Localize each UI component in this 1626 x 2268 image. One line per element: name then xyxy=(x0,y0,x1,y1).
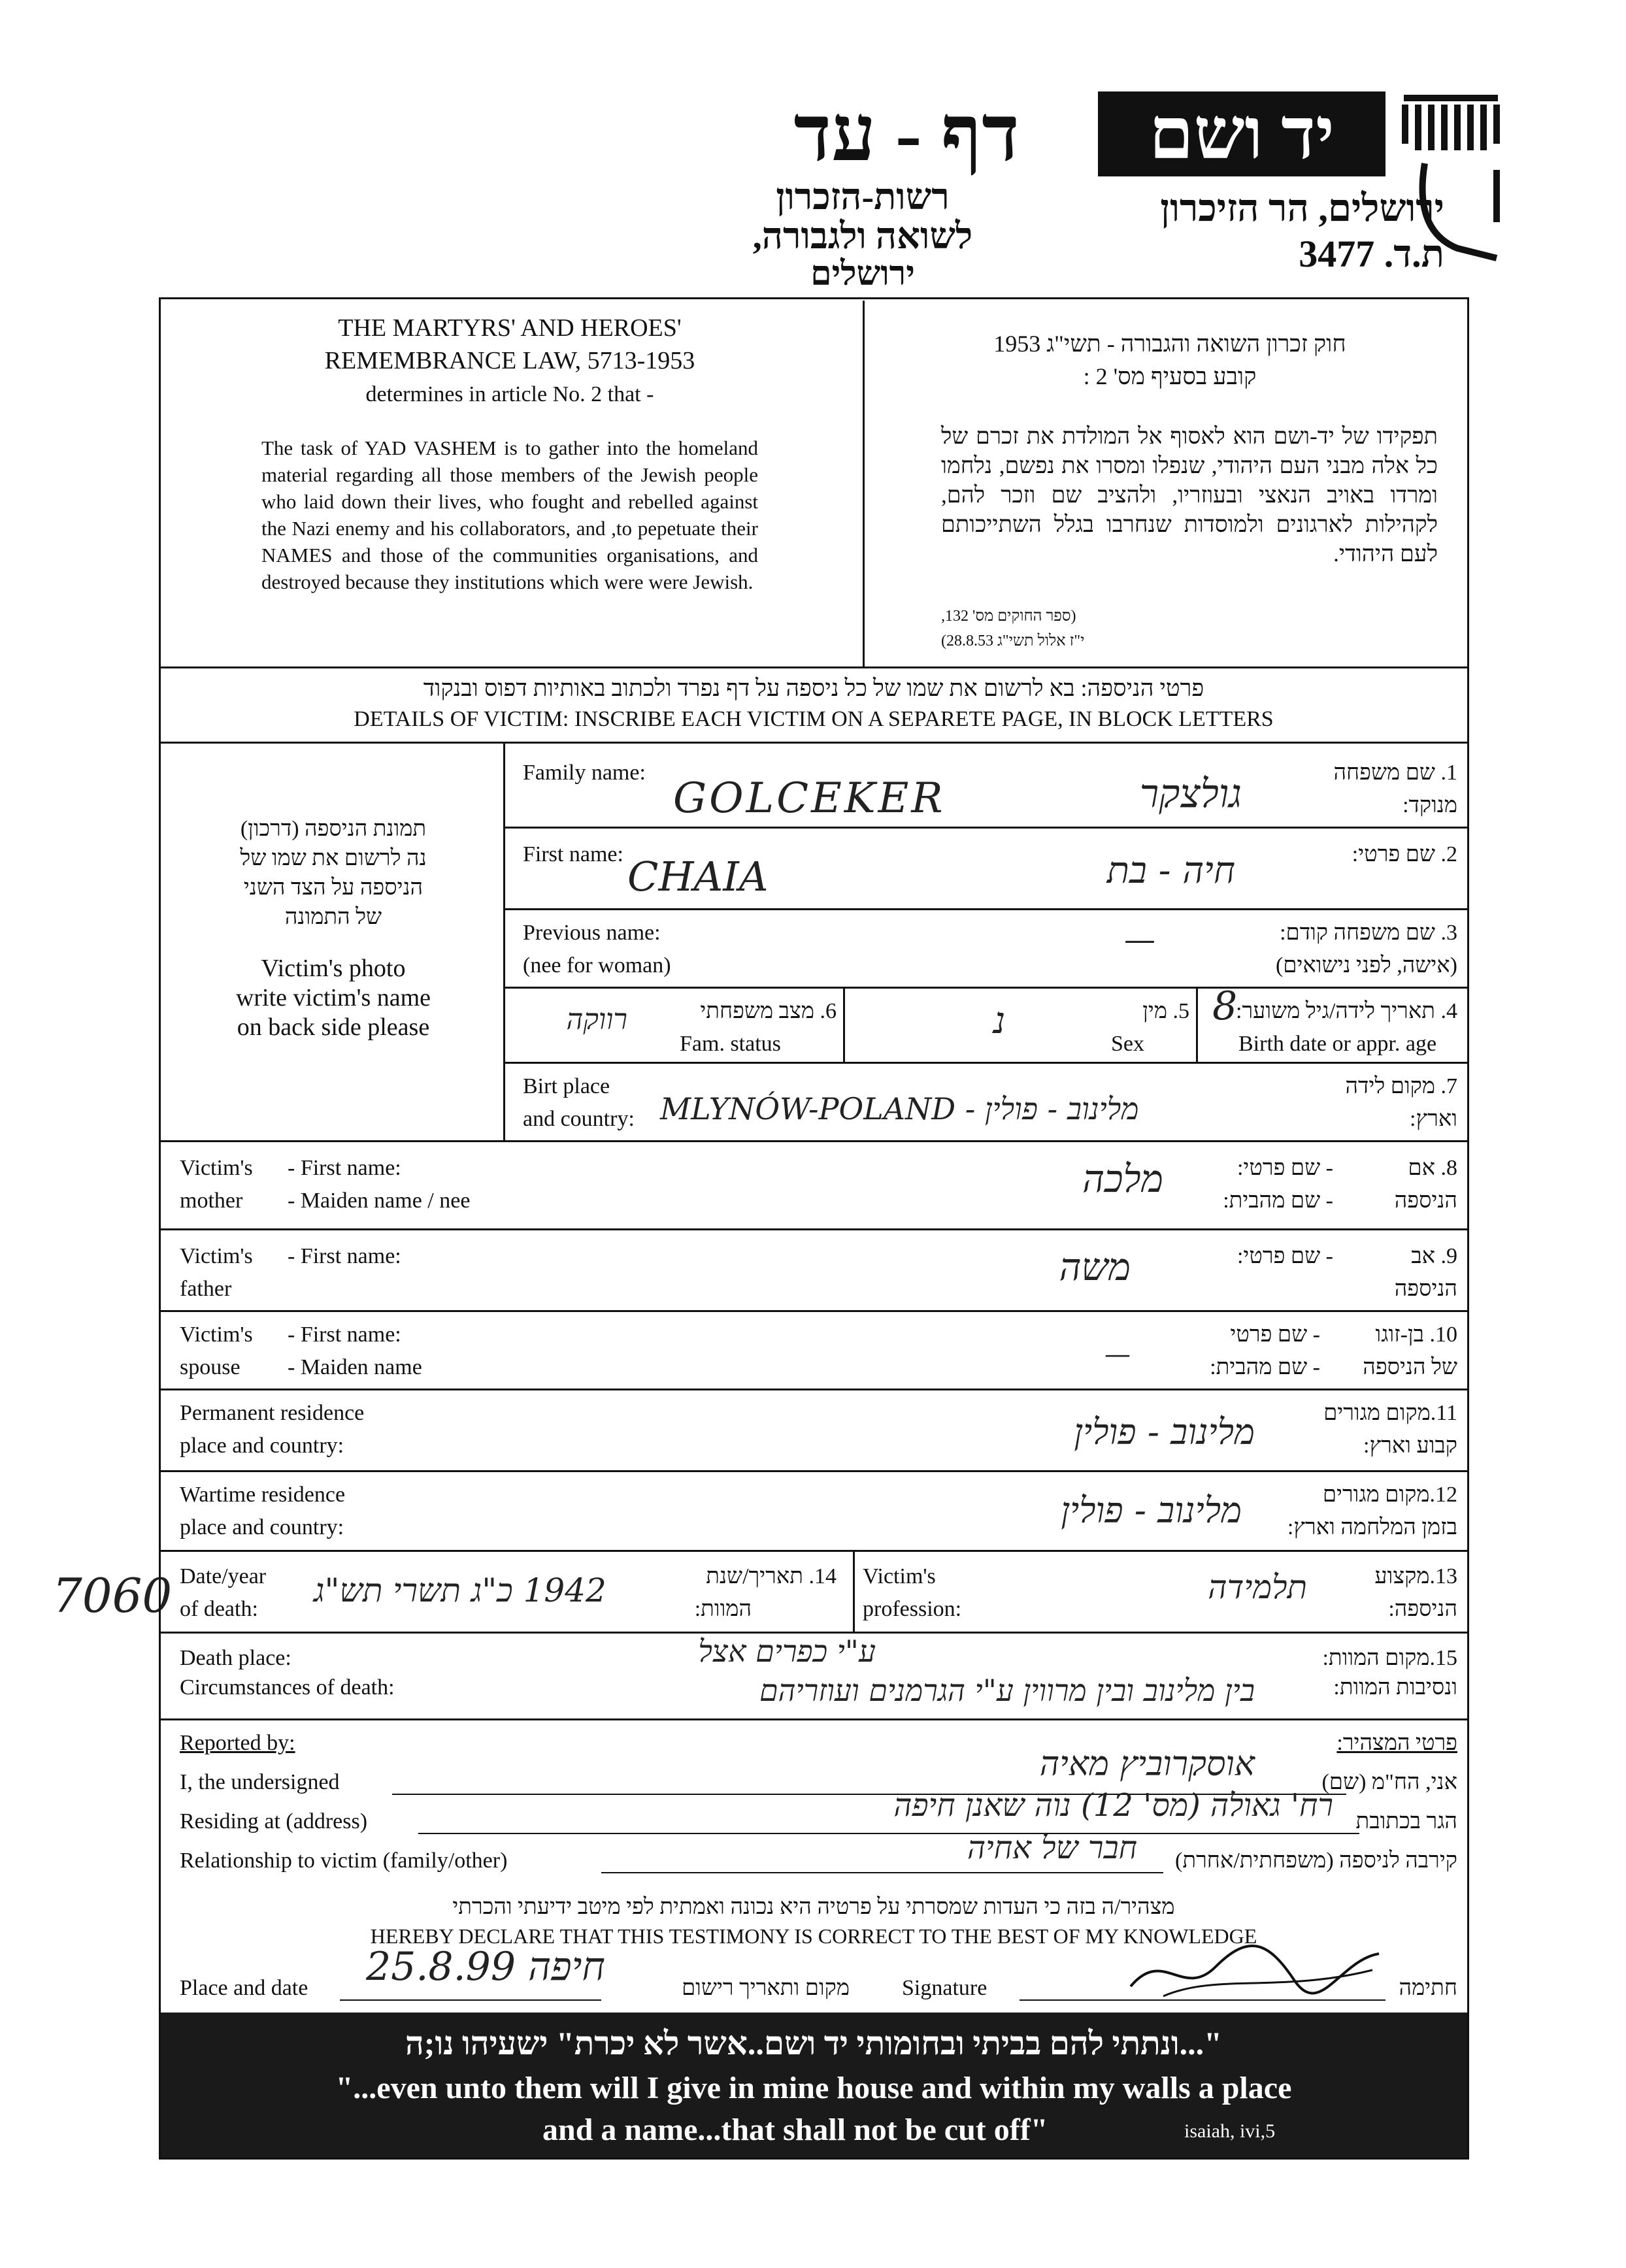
address-label: Residing at (address) xyxy=(180,1809,368,1833)
details-en: DETAILS OF VICTIM: INSCRIBE EACH VICTIM ON A SEPARETE PAGE, IN BLOCK LETTERS xyxy=(354,707,1274,731)
relationship-he-label: קירבה לניספה (משפחתית/אחרת) xyxy=(1175,1849,1457,1873)
wartime-residence-he-sub-label: בזמן המלחמה וארץ: xyxy=(1287,1515,1457,1539)
signature-scribble xyxy=(1124,1934,1385,2006)
mother-he-label: 8. אם xyxy=(1408,1156,1457,1180)
spouse-he-maiden-label: - שם מהבית: xyxy=(1210,1355,1320,1379)
law-en-title3: determines in article No. 2 that - xyxy=(365,382,654,406)
profession-he-sub-label: הניספה: xyxy=(1388,1597,1457,1621)
profession-label: Victim's xyxy=(863,1564,936,1588)
profession-sub-label: profession: xyxy=(863,1597,962,1621)
declaration-he: מצהיר/ה בזה כי העדות שמסרתי על פרטיה היא נכונה ואמתית לפי מיטב ידיעתי והכרתי xyxy=(452,1895,1175,1919)
place-date-he-label: מקום ותאריך רישום xyxy=(681,1976,850,2000)
footer-quote-he: "...ונתתי להם בביתי ובחומותי יד ושם..אשר לא יכרת" ישעיהו נו;ה xyxy=(405,2025,1222,2062)
law-he-body: תפקידו של יד-ושם הוא לאסוף אל המולדת את זכרם של כל אלה מבני העם היהודי, שנפלו ומסרו את נפשם, נלחמו ומרדו באויב הנאצי ובעוזריו, ולהציב שם וזכר להם, לקהילות לארגונים ולמוסדות שנחרבו בגלל השתייכותם לעם היהודי. xyxy=(941,423,1438,567)
permanent-residence-value: מלינוב - פולין xyxy=(1074,1411,1255,1453)
death-date-label: Date/year xyxy=(180,1564,267,1588)
father-he-sub-label: הניספה xyxy=(1394,1277,1457,1301)
footer-quote-ref: isaiah, ivi,5 xyxy=(1184,2120,1276,2142)
father-value: משה xyxy=(1059,1245,1131,1289)
photo-he1: תמונת הניספה (דרכון) xyxy=(240,817,427,841)
reported-by-label: Reported by: xyxy=(180,1731,295,1755)
death-circumstances-label: Circumstances of death: xyxy=(180,1675,395,1700)
family-name-value-he: גולצקר xyxy=(1139,771,1242,817)
family-name-he-label2: מנוקד: xyxy=(1402,793,1457,817)
father-he-label: 9. אב xyxy=(1411,1244,1457,1268)
law-en-title1: THE MARTYRS' AND HEROES' xyxy=(338,314,682,342)
mother-he-first-label: - שם פרטי: xyxy=(1236,1156,1333,1180)
sex-value: נ xyxy=(993,1000,1006,1042)
birth-date-label: Birth date or appr. age xyxy=(1238,1032,1437,1056)
law-he-ref2: י"ז אלול תשי"ג 28.8.53) xyxy=(941,633,1085,649)
permanent-residence-sub-label: place and country: xyxy=(180,1434,344,1458)
daf-ed-line2: לשואה ולגבורה, xyxy=(752,216,973,257)
birth-date-he-label: 4. תאריך לידה/גיל משוער: xyxy=(1236,999,1457,1023)
law-en-title2: REMEMBRANCE LAW, 5713-1953 xyxy=(324,347,695,374)
previous-name-label: Previous name: xyxy=(523,921,661,945)
yad-vashem-pobox: ת.ד. 3477 xyxy=(1299,233,1444,275)
mother-he-maiden-label: - שם מהבית: xyxy=(1223,1189,1333,1213)
death-place-value: ע"י כפרים אצל xyxy=(698,1634,876,1669)
birth-place-he-sub-label: וארץ: xyxy=(1410,1107,1457,1131)
previous-name-sub-label: (nee for woman) xyxy=(523,953,671,978)
mother-sub-label: mother xyxy=(180,1189,243,1213)
wartime-residence-value: מלינוב - פולין xyxy=(1061,1490,1242,1531)
mother-first-name-label: - First name: xyxy=(288,1156,401,1180)
photo-he3: הניספה על הצד השני xyxy=(243,876,423,900)
signature-he-label: חתימה xyxy=(1399,1976,1457,2000)
photo-he2: נה לרשום את שמו של xyxy=(240,846,427,870)
reported-by-he-label: פרטי המצהיר: xyxy=(1336,1731,1457,1755)
mother-maiden-label: - Maiden name / nee xyxy=(288,1189,471,1213)
address-value: רח' גאולה (מס' 12) נוה שאנן חיפה xyxy=(893,1787,1333,1824)
first-name-value: CHAIA xyxy=(627,853,769,900)
law-he-ref1: (ספר החוקים מס' 132, xyxy=(941,608,1076,625)
mother-value: מלכה xyxy=(1082,1157,1163,1201)
death-place-he-label: 15.מקום המוות: xyxy=(1322,1646,1457,1670)
photo-en3: on back side please xyxy=(237,1013,430,1041)
undersigned-value: אוסקרוביץ מאיה xyxy=(1039,1745,1255,1784)
spouse-label: Victim's xyxy=(180,1323,253,1347)
previous-name-value: — xyxy=(1124,921,1155,958)
photo-en1: Victim's photo xyxy=(261,955,406,982)
mother-he-sub-label: הניספה xyxy=(1394,1189,1457,1213)
footer-quote-en1: "...even unto them will I give in mine house and within my walls a place xyxy=(335,2071,1292,2105)
death-date-value: 1942 כ"ג תשרי תש"ג xyxy=(314,1571,606,1609)
previous-name-he-label: 3. שם משפחה קודם: xyxy=(1280,921,1457,945)
marital-status-label: Fam. status xyxy=(680,1032,781,1056)
marital-status-he-label: 6. מצב משפחתי xyxy=(700,999,837,1023)
first-name-value-he: חיה - בת xyxy=(1106,849,1235,892)
daf-ed-line1: רשות-הזכרון xyxy=(776,177,950,218)
father-first-name-label: - First name: xyxy=(288,1244,401,1268)
place-date-label: Place and date xyxy=(180,1976,308,2000)
birth-place-he-label: 7. מקום לידה xyxy=(1345,1074,1457,1098)
yad-vashem-address: ירושלים, הר הזיכרון xyxy=(1160,187,1444,229)
undersigned-he-label: אני, הח"מ (שם) xyxy=(1321,1770,1457,1794)
birth-date-value: 8 xyxy=(1212,983,1238,1029)
family-name-he-label: 1. שם משפחה xyxy=(1333,761,1457,785)
death-circumstances-he-label: ונסיבות המוות: xyxy=(1333,1675,1457,1700)
spouse-he-first-label: - שם פרטי xyxy=(1230,1323,1320,1347)
declaration-en: HEREBY DECLARE THAT THIS TESTIMONY IS CORRECT TO THE BEST OF MY KNOWLEDGE xyxy=(370,1924,1257,1948)
birth-place-value: MLYNÓW-POLAND - מלינוב - פולין xyxy=(660,1091,1139,1126)
family-name-label: Family name: xyxy=(523,761,646,785)
spouse-he-sub-label: של הניספה xyxy=(1363,1355,1457,1379)
undersigned-label: I, the undersigned xyxy=(180,1770,340,1794)
death-date-he-sub-label: המוות: xyxy=(694,1597,752,1621)
permanent-residence-he-sub-label: קבוע וארץ: xyxy=(1363,1434,1457,1458)
spouse-he-label: 10. בן-זוגו xyxy=(1375,1323,1457,1347)
law-he-title2: קובע בסעיף מס' 2 : xyxy=(1083,363,1257,389)
address-he-label: הגר בכתובת xyxy=(1355,1809,1457,1833)
spouse-maiden-label: - Maiden name xyxy=(288,1355,422,1379)
spouse-sub-label: spouse xyxy=(180,1355,241,1379)
previous-name-he-sub-label: (אישה, לפני נישואים) xyxy=(1275,953,1457,978)
wartime-residence-he-label: 12.מקום מגורים xyxy=(1322,1483,1457,1507)
wartime-residence-label: Wartime residence xyxy=(180,1483,346,1507)
relationship-value: חבר של אחיה xyxy=(967,1830,1137,1866)
sex-label: Sex xyxy=(1111,1032,1144,1056)
photo-en2: write victim's name xyxy=(235,984,431,1011)
sex-he-label: 5. מין xyxy=(1142,999,1189,1023)
photo-he4: של התמונה xyxy=(284,905,382,929)
birth-place-sub-label: and country: xyxy=(523,1107,635,1131)
profession-he-label: 13.מקצוע xyxy=(1374,1564,1457,1588)
permanent-residence-label: Permanent residence xyxy=(180,1401,365,1425)
marital-status-value: רווקה xyxy=(566,1003,627,1036)
daf-ed-title: דף - עד xyxy=(793,90,1020,177)
place-date-value: חיפה 25.8.99 xyxy=(366,1944,605,1990)
footer-quote-en2: and a name...that shall not be cut off" xyxy=(542,2112,1048,2147)
father-label: Victim's xyxy=(180,1244,253,1268)
spouse-first-name-label: - First name: xyxy=(288,1323,401,1347)
signature-label: Signature xyxy=(902,1976,987,2000)
side-number: 7060 xyxy=(52,1568,173,1623)
details-he: פרטי הניספה: בא לרשום את שמו של כל ניספה על דף נפרד ולכתוב באותיות דפוס ובנקוד xyxy=(423,675,1204,701)
spouse-value: — xyxy=(1104,1339,1131,1370)
birth-place-label: Birt place xyxy=(523,1074,610,1098)
profession-value: תלמידה xyxy=(1208,1568,1307,1606)
father-he-first-label: - שם פרטי: xyxy=(1236,1244,1333,1268)
death-date-he-label: 14. תאריך/שנת xyxy=(706,1564,837,1588)
first-name-he-label: 2. שם פרטי: xyxy=(1352,842,1457,866)
death-circumstances-value: בין מלינוב ובין מרווין ע"י הגרמנים ועוזריהם xyxy=(759,1673,1255,1708)
law-he-title1: חוק זכרון השואה והגבורה - תשי"ג 1953 xyxy=(993,331,1346,357)
law-en-body: The task of YAD VASHEM is to gather into the homeland material regarding all those members of the Jewish people who laid down their lives, who fought and rebelled against the Nazi enemy and his collaborators, and ,to pepetuate their NAMES and those of the communities organisations, and destroyed because they institutions which were were Jewish. xyxy=(261,436,758,593)
daf-ed-line3: ירושלים xyxy=(810,255,915,293)
father-sub-label: father xyxy=(180,1277,232,1301)
mother-label: Victim's xyxy=(180,1156,253,1180)
wartime-residence-sub-label: place and country: xyxy=(180,1515,344,1539)
yad-vashem-title: יד ושם xyxy=(1098,91,1385,176)
permanent-residence-he-label: 11.מקום מגורים xyxy=(1323,1401,1457,1425)
death-date-sub-label: of death: xyxy=(180,1597,258,1621)
relationship-label: Relationship to victim (family/other) xyxy=(180,1849,508,1873)
first-name-label: First name: xyxy=(523,842,623,866)
death-place-label: Death place: xyxy=(180,1646,291,1670)
family-name-value: GOLCEKER xyxy=(673,774,946,823)
